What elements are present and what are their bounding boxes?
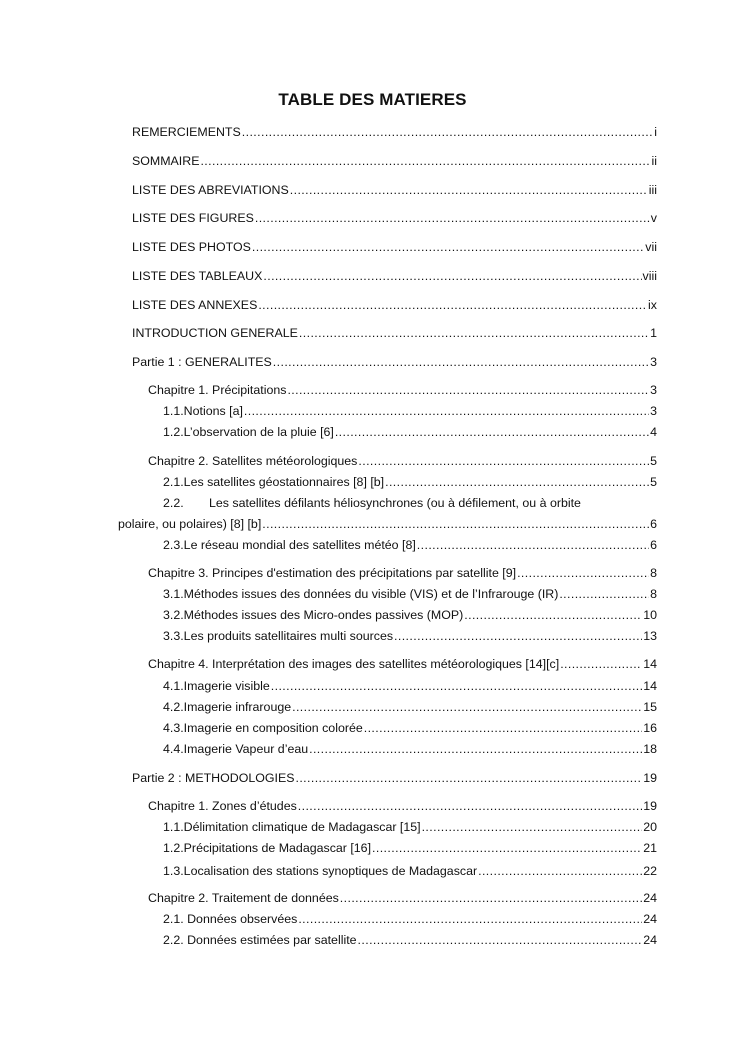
toc-page: 18 <box>643 742 657 756</box>
toc-entry <box>132 355 657 370</box>
dot-leader <box>478 864 642 879</box>
dot-leader <box>422 820 643 835</box>
toc-entry <box>163 700 657 715</box>
toc-label: INTRODUCTION GENERALE <box>132 326 298 340</box>
toc-entry <box>132 240 657 255</box>
toc-entry <box>132 326 657 341</box>
toc-number: 3.2. <box>163 608 184 622</box>
toc-entry <box>148 799 657 814</box>
toc-entry <box>163 587 657 602</box>
dot-leader <box>290 183 648 198</box>
toc-entry <box>132 771 657 786</box>
toc-page: 3 <box>650 404 657 418</box>
toc-page: 10 <box>643 608 657 622</box>
toc-label: 2.2. Données estimées par satellite <box>163 933 357 947</box>
toc-page: 24 <box>643 912 657 926</box>
toc-page: 20 <box>643 820 657 834</box>
toc-entry <box>148 454 657 469</box>
toc-label: LISTE DES PHOTOS <box>132 240 251 254</box>
dot-leader <box>340 891 642 906</box>
toc-number: 4.4. <box>163 742 184 756</box>
toc-page: viii <box>642 269 657 283</box>
toc-page: 3 <box>650 355 657 369</box>
toc-entry <box>132 183 657 198</box>
toc-label: Imagerie visible <box>183 679 270 693</box>
toc-label: Chapitre 4. Interprétation des images des satellites météorologiques [14][c] <box>148 657 560 671</box>
toc-label: Le réseau mondial des satellites météo [8] <box>183 538 416 552</box>
dot-leader <box>517 566 649 581</box>
dot-leader <box>258 298 647 313</box>
toc-page: ii <box>651 154 657 168</box>
dot-leader <box>298 799 642 814</box>
dot-leader <box>559 587 649 602</box>
toc-label: Chapitre 1. Précipitations <box>148 383 287 397</box>
toc-number: 1.2. <box>163 841 184 855</box>
toc-entry <box>132 269 657 284</box>
dot-leader <box>200 154 650 169</box>
toc-page: 5 <box>650 475 657 489</box>
toc-label: Délimitation climatique de Madagascar [15] <box>183 820 421 834</box>
toc-number: 2.2. <box>163 496 184 510</box>
toc-entry <box>163 721 657 736</box>
toc-entry <box>132 125 657 140</box>
dot-leader <box>271 679 642 694</box>
toc-page: 13 <box>643 629 657 643</box>
toc-entry <box>148 566 657 581</box>
toc-label-continued: polaire, ou polaires) [8] [b] <box>118 517 262 531</box>
toc-page: 21 <box>643 841 657 855</box>
dot-leader <box>394 629 642 644</box>
toc-label: Imagerie infrarouge <box>183 700 292 714</box>
toc-number: 1.3. <box>163 864 184 878</box>
toc-page: ix <box>648 298 657 312</box>
toc-entry <box>163 742 657 757</box>
toc-entry <box>163 912 657 927</box>
dot-leader <box>372 841 642 856</box>
toc-label: Les produits satellitaires multi sources <box>183 629 394 643</box>
toc-page: 24 <box>643 891 657 905</box>
dot-leader <box>255 211 650 226</box>
toc-number: 4.2. <box>163 700 184 714</box>
toc-label: REMERCIEMENTS <box>132 125 241 139</box>
toc-page: 24 <box>643 933 657 947</box>
toc-label: Méthodes issues des données du visible (VIS) et de l’Infrarouge (IR) <box>183 587 559 601</box>
toc-page: 6 <box>650 538 657 552</box>
toc-label: Chapitre 3. Principes d'estimation des précipitations par satellite [9] <box>148 566 517 580</box>
dot-leader <box>417 538 649 553</box>
toc-number: 1.2. <box>163 425 184 439</box>
dot-leader <box>244 404 649 419</box>
toc-label: Chapitre 2. Satellites météorologiques <box>148 454 358 468</box>
toc-entry <box>132 154 657 169</box>
toc-entry <box>163 933 657 948</box>
toc-page: 16 <box>643 721 657 735</box>
toc-entry <box>163 820 657 835</box>
toc-label: Localisation des stations synoptiques de Madagascar <box>183 864 478 878</box>
toc-entry <box>148 891 657 906</box>
dot-leader <box>252 240 644 255</box>
dot-leader <box>309 742 642 757</box>
dot-leader <box>287 383 649 398</box>
toc-page: iii <box>648 183 657 197</box>
toc-label: LISTE DES ANNEXES <box>132 298 258 312</box>
dot-leader <box>298 912 642 927</box>
toc-page: vii <box>645 240 657 254</box>
page-title: TABLE DES MATIERES <box>278 90 467 109</box>
toc-label: Partie 1 : GENERALITES <box>132 355 272 369</box>
toc-label: Précipitations de Madagascar [16] <box>183 841 372 855</box>
toc-number: 2.3. <box>163 538 184 552</box>
toc-page: 8 <box>650 566 657 580</box>
dot-leader <box>263 269 641 284</box>
toc-entry <box>163 679 657 694</box>
toc-label: Imagerie Vapeur d’eau <box>183 742 309 756</box>
toc-label: LISTE DES FIGURES <box>132 211 254 225</box>
toc-entry <box>163 404 657 419</box>
toc-entry <box>163 475 657 490</box>
toc-number: 2.1. <box>163 475 184 489</box>
toc-label: SOMMAIRE <box>132 154 200 168</box>
toc-entry <box>132 298 657 313</box>
toc-page: 14 <box>643 657 657 671</box>
dot-leader <box>296 771 643 786</box>
dot-leader <box>358 454 649 469</box>
toc-entry <box>163 629 657 644</box>
toc-entry <box>148 657 657 672</box>
dot-leader <box>364 721 642 736</box>
toc-label: Les satellites géostationnaires [8] [b] <box>183 475 385 489</box>
toc-page: 19 <box>643 799 657 813</box>
toc-entry <box>132 211 657 226</box>
toc-number: 3.3. <box>163 629 184 643</box>
toc-label: LISTE DES ABREVIATIONS <box>132 183 289 197</box>
toc-number: 3.1. <box>163 587 184 601</box>
toc-entry <box>163 841 657 856</box>
dot-leader <box>560 657 642 672</box>
toc-label: LISTE DES TABLEAUX <box>132 269 263 283</box>
toc-entry-continuation <box>118 517 657 532</box>
toc-entry <box>163 608 657 623</box>
dot-leader <box>464 608 642 623</box>
toc-label: Imagerie en composition colorée <box>183 721 363 735</box>
toc-page: 8 <box>650 587 657 601</box>
toc-number: 4.3. <box>163 721 184 735</box>
dot-leader <box>292 700 642 715</box>
toc-page: v <box>650 211 657 225</box>
toc-page: 14 <box>643 679 657 693</box>
toc-number: 4.1. <box>163 679 184 693</box>
toc-page: 1 <box>650 326 657 340</box>
toc-page: 19 <box>643 771 657 785</box>
toc-page: i <box>654 125 657 139</box>
toc-page: 6 <box>650 517 657 531</box>
toc-entry <box>163 864 657 879</box>
toc-label: 2.1. Données observées <box>163 912 298 926</box>
toc-number: 1.1. <box>163 404 184 418</box>
toc-number: 1.1. <box>163 820 184 834</box>
toc-label: Partie 2 : METHODOLOGIES <box>132 771 295 785</box>
toc-label: Chapitre 2. Traitement de données <box>148 891 339 905</box>
dot-leader <box>358 933 643 948</box>
toc-label: Notions [a] <box>183 404 243 418</box>
toc-page: 4 <box>650 425 657 439</box>
dot-leader <box>262 517 649 532</box>
toc-page: 3 <box>650 383 657 397</box>
dot-leader <box>299 326 649 341</box>
dot-leader <box>273 355 649 370</box>
toc-page: 5 <box>650 454 657 468</box>
dot-leader <box>335 425 649 440</box>
toc-entry-wrapped <box>163 496 581 511</box>
toc-label: Les satellites défilants héliosynchrones (ou à défilement, ou à orbite <box>209 496 581 510</box>
dot-leader <box>385 475 649 490</box>
dot-leader <box>242 125 653 140</box>
toc-label: Méthodes issues des Micro-ondes passives (MOP) <box>183 608 464 622</box>
toc-page: 15 <box>643 700 657 714</box>
toc-label: Chapitre 1. Zones d’études <box>148 799 297 813</box>
toc-page: 22 <box>643 864 657 878</box>
toc-entry <box>163 538 657 553</box>
toc-entry <box>163 425 657 440</box>
toc-entry <box>148 383 657 398</box>
toc-label: L’observation de la pluie [6] <box>183 425 334 439</box>
